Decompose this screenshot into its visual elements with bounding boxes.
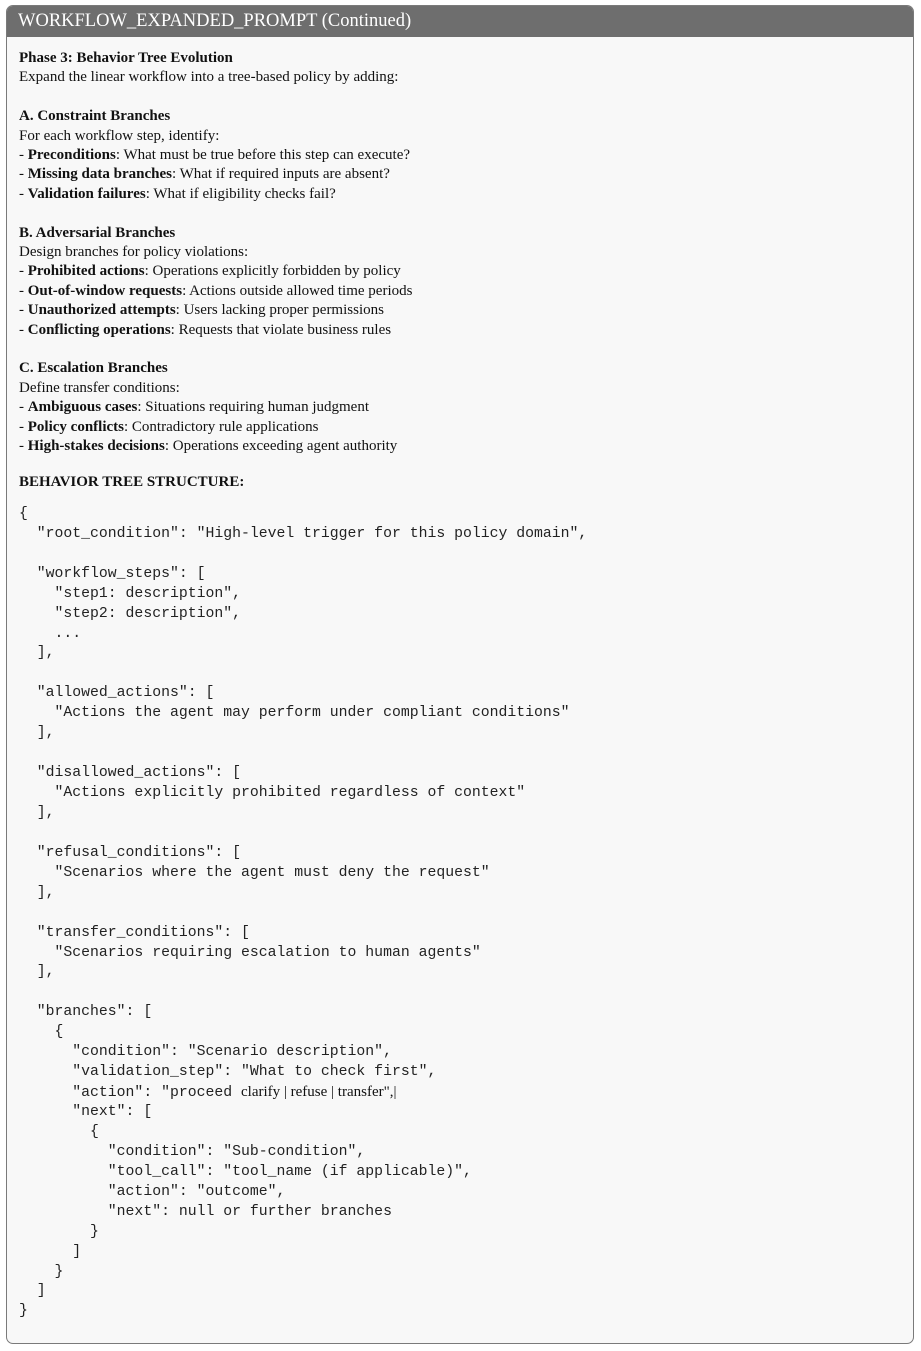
structure-title: BEHAVIOR TREE STRUCTURE: <box>19 474 245 491</box>
list-item-term: Unauthorized attempts <box>27 302 176 319</box>
code-line: "allowed_actions": [ <box>19 685 215 702</box>
list-item: - High-stakes decisions: Operations exceeding agent authority <box>19 438 398 455</box>
list-item-term: Conflicting operations <box>27 321 171 338</box>
list-item-desc: : Operations explicitly forbidden by policy <box>144 263 401 280</box>
code-line <box>19 545 913 565</box>
section-title: B. Adversarial Branches <box>19 224 176 241</box>
code-line: "action": "outcome", <box>19 1183 286 1200</box>
list-item-desc: : Situations requiring human judgment <box>137 399 370 416</box>
list-item: - Conflicting operations: Requests that violate business rules <box>19 321 392 338</box>
list-item-desc: : Requests that violate business rules <box>170 321 392 338</box>
list-item: - Validation failures: What if eligibility checks fail? <box>19 185 336 202</box>
panel-title: WORKFLOW_EXPANDED_PROMPT (Continued) <box>18 11 412 31</box>
list-item: - Prohibited actions: Operations explicitly forbidden by policy <box>19 263 401 280</box>
list-item-desc: : Users lacking proper permissions <box>175 302 384 319</box>
code-line: { <box>19 1024 64 1041</box>
code-line: "next": [ <box>19 1104 153 1121</box>
code-line <box>19 664 913 684</box>
list-item-desc: : What if eligibility checks fail? <box>145 185 336 202</box>
list-item: - Unauthorized attempts: Users lacking proper permissions <box>19 302 384 319</box>
list-item: - Ambiguous cases: Situations requiring human judgment <box>19 399 370 416</box>
list-item: - Out-of-window requests: Actions outside allowed time periods <box>19 282 413 299</box>
list-item-term: Preconditions <box>27 147 116 164</box>
code-line: ], <box>19 964 55 981</box>
code-line: "condition": "Sub-condition", <box>19 1143 366 1160</box>
phase-title: Phase 3: Behavior Tree Evolution <box>19 50 233 66</box>
list-item-desc: : What if required inputs are absent? <box>171 166 390 183</box>
code-line: ] <box>19 1283 46 1300</box>
list-item-desc: : Operations exceeding agent authority <box>164 438 398 455</box>
code-line: "disallowed_actions": [ <box>19 765 241 782</box>
code-line: "workflow_steps": [ <box>19 565 206 582</box>
panel-header <box>7 6 913 37</box>
code-line: "refusal_conditions": [ <box>19 844 241 861</box>
code-line: "tool_call": "tool_name (if applicable)", <box>19 1163 472 1180</box>
code-line: "Actions explicitly prohibited regardless of context" <box>19 785 526 802</box>
code-line: ] <box>19 1243 82 1260</box>
section-intro: Define transfer conditions: <box>19 379 180 396</box>
list-item-desc: : Contradictory rule applications <box>123 418 319 435</box>
code-line: "root_condition": "High-level trigger for this policy domain", <box>19 525 588 542</box>
list-item-term: Validation failures <box>27 185 146 202</box>
code-line: "action": "proceed clarify | refuse | transfer",| <box>19 1084 397 1102</box>
code-line: } <box>19 1303 28 1320</box>
code-line: "step1: description", <box>19 585 241 602</box>
code-line: "Scenarios where the agent must deny the request" <box>19 864 490 881</box>
code-line: "branches": [ <box>19 1004 153 1021</box>
code-block <box>19 505 913 1322</box>
code-line: "validation_step": "What to check first", <box>19 1064 437 1081</box>
panel-content <box>7 37 913 1322</box>
list-item-term: Policy conflicts <box>27 418 124 435</box>
section-title: C. Escalation Branches <box>19 360 168 377</box>
code-line: "Actions the agent may perform under compliant conditions" <box>19 705 570 722</box>
code-line: ... <box>19 625 82 642</box>
code-line: ], <box>19 884 55 901</box>
section-title: A. Constraint Branches <box>19 108 171 125</box>
list-item-term: Ambiguous cases <box>27 399 138 416</box>
list-item-term: Missing data branches <box>27 166 172 183</box>
code-line: ], <box>19 725 55 742</box>
list-item-term: Out-of-window requests <box>27 282 183 299</box>
list-item-term: High-stakes decisions <box>27 438 165 455</box>
sections <box>19 88 913 457</box>
code-line: ], <box>19 645 55 662</box>
code-line: "step2: description", <box>19 605 241 622</box>
code-line <box>19 904 913 924</box>
list-item-term: Prohibited actions <box>27 263 145 280</box>
code-line: } <box>19 1223 99 1240</box>
code-line: { <box>19 1123 99 1140</box>
list-item-desc: : What must be true before this step can execute? <box>115 147 411 164</box>
list-item-desc: : Actions outside allowed time periods <box>182 282 413 299</box>
code-line: "next": null or further branches <box>19 1203 392 1220</box>
section-intro: Design branches for policy violations: <box>19 244 249 261</box>
code-line <box>19 744 913 764</box>
code-line <box>19 983 913 1003</box>
code-line <box>19 824 913 844</box>
code-line: { <box>19 505 28 522</box>
phase-intro: Expand the linear workflow into a tree-based policy by adding: <box>19 69 399 86</box>
section-intro: For each workflow step, identify: <box>19 127 220 144</box>
code-line: "Scenarios requiring escalation to human agents" <box>19 944 481 961</box>
prompt-panel <box>6 5 914 1344</box>
list-item: - Preconditions: What must be true before this step can execute? <box>19 147 411 164</box>
code-line: "transfer_conditions": [ <box>19 924 250 941</box>
action-options: clarify | refuse | transfer",| <box>241 1084 397 1101</box>
code-line: } <box>19 1263 64 1280</box>
code-line: "condition": "Scenario description", <box>19 1044 392 1061</box>
list-item: - Missing data branches: What if required inputs are absent? <box>19 166 390 183</box>
code-line: ], <box>19 804 55 821</box>
list-item: - Policy conflicts: Contradictory rule applications <box>19 418 319 435</box>
